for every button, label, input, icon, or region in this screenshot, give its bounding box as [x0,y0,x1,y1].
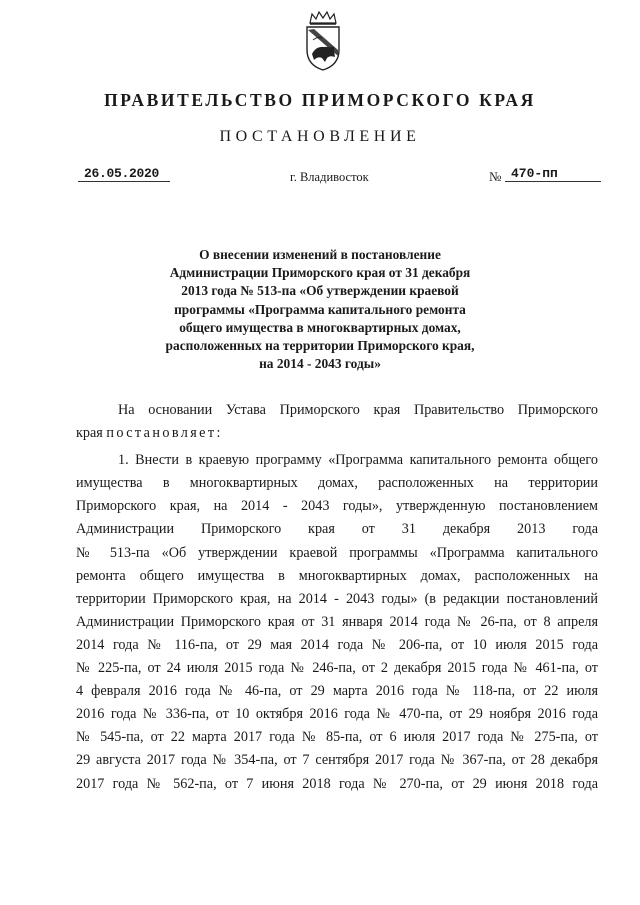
heading-line: программы «Программа капитального ремонта [174,301,466,317]
item1-line: 1. Внести в краевую программу «Программа капитального ремонта общего [118,452,598,469]
item1-line: 2014 года № 116-па, от 29 мая 2014 года № 206-па, от 10 июля 2015 года [76,636,598,653]
heading-line: 2013 года № 513-па «Об утверждении краевой [181,283,459,299]
item1-line: № 513-па «Об утверждении краевой программы «Программа капитального [76,544,598,561]
heading-line: расположенных на территории Приморского края, [165,338,475,354]
document-heading [120,246,520,373]
preamble-line: На основании Устава Приморского края Правительство Приморского [118,402,598,418]
item1-line: 2016 года № 336-па, от 10 октября 2016 года № 470-па, от 29 ноября 2016 года [76,706,598,723]
item1-line: № 545-па, от 22 марта 2017 года № 85-па, от 6 июля 2017 года № 275-па, от [76,729,598,746]
number-underline [505,181,601,182]
item1-line: 2017 года № 562-па, от 7 июня 2018 года № 270-па, от 29 июня 2018 года [76,775,598,792]
item1-line: № 225-па, от 24 июля 2015 года № 246-па, от 2 декабря 2015 года № 461-па, от [76,660,598,677]
preamble-verb: постановляет: [106,425,223,442]
document-date: 26.05.2020 [84,166,160,181]
item1-line: ремонта общего имущества в многоквартирных домах, расположенных на [76,567,598,584]
heading-line: Администрации Приморского края от 31 декабря [169,265,471,281]
item1-line: Приморского края, на 2014 - 2043 годы», утвержденную постановлением [76,498,598,515]
item1-line: имущества в многоквартирных домах, расположенных на территории [76,475,598,492]
item1-line: 4 февраля 2016 года № 46-па, от 29 марта 2016 года № 118-па, от 22 июля [76,683,598,700]
date-underline [78,181,170,182]
heading-line: О внесении изменений в постановление [199,247,441,262]
heading-line: общего имущества в многоквартирных домах, [179,319,461,335]
document-body [76,399,598,796]
document-type: ПОСТАНОВЛЕНИЕ [219,128,421,145]
item1-line: 29 августа 2017 года № 354-па, от 7 сентября 2017 года № 367-па, от 28 декабря [76,752,598,769]
number-sign: № [489,169,502,184]
coat-of-arms-icon [300,10,346,72]
preamble-word: края [76,425,103,442]
item1-line: Администрации Приморского края от 31 января 2014 года № 26-па, от 8 апреля [76,613,598,630]
document-city: г. Владивосток [290,170,369,184]
heading-line: на 2014 - 2043 годы» [259,356,381,372]
item1-line: территории Приморского края, на 2014 - 2043 годы» (в редакции постановлений [76,590,598,607]
item1-line: Администрации Приморского края от 31 декабря 2013 года [76,521,598,538]
government-title: ПРАВИТЕЛЬСТВО ПРИМОРСКОГО КРАЯ [104,90,536,110]
preamble-line [76,422,598,445]
document-number: 470-пп [511,166,558,181]
